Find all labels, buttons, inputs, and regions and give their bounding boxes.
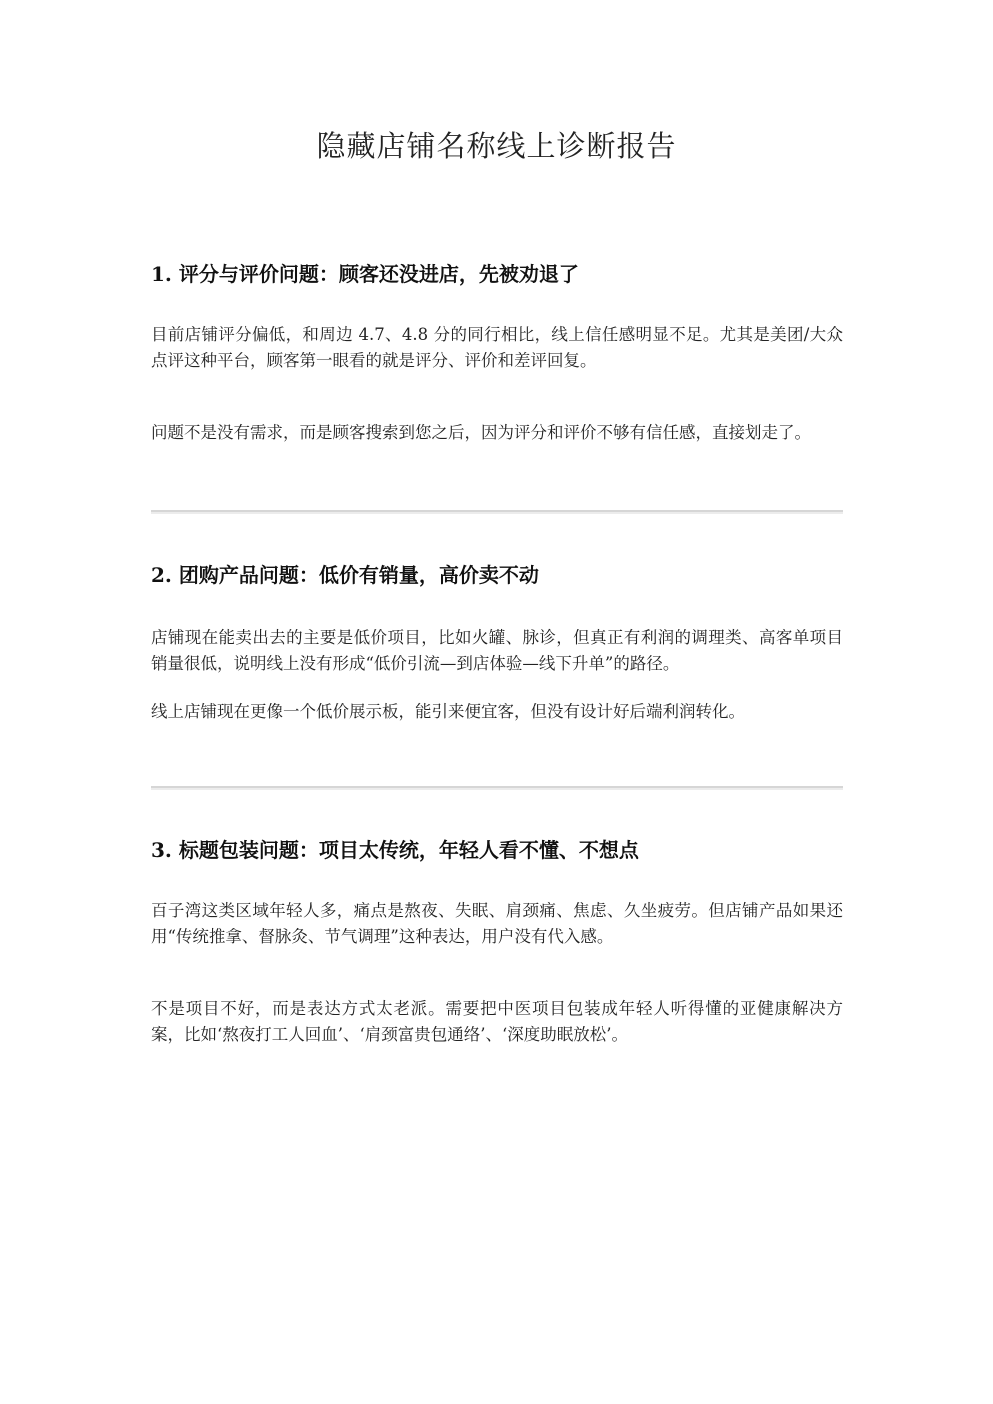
paragraph: 百子湾这类区域年轻人多，痛点是熬夜、失眠、肩颈痛、焦虑、久坐疲劳。但店铺产品如果还用“传统推拿、督脉灸、节气调理”这种表达，用户没有代入感。 xyxy=(151,901,843,946)
paragraph: 问题不是没有需求，而是顾客搜索到您之后，因为评分和评价不够有信任感，直接划走了。 xyxy=(151,423,811,442)
paragraph: 线上店铺现在更像一个低价展示板，能引来便宜客，但没有设计好后端利润转化。 xyxy=(151,702,745,721)
section-heading: 1. 评分与评价问题：顾客还没进店，先被劝退了 xyxy=(151,262,579,286)
section-heading: 3. 标题包装问题：项目太传统，年轻人看不懂、不想点 xyxy=(151,838,639,862)
section-divider xyxy=(151,510,843,514)
section-group-buy-products xyxy=(151,561,843,725)
paragraph: 不是项目不好，而是表达方式太老派。需要把中医项目包装成年轻人听得懂的亚健康解决方案，比如‘熬夜打工人回血’、‘肩颈富贵包通络’、‘深度助眠放松’。 xyxy=(151,999,843,1044)
section-rating-reviews xyxy=(151,260,843,446)
paragraph: 目前店铺评分偏低，和周边 4.7、4.8 分的同行相比，线上信任感明显不足。尤其是美团/大众点评这种平台，顾客第一眼看的就是评分、评价和差评回复。 xyxy=(151,325,843,370)
page-title: 隐藏店铺名称线上诊断报告 xyxy=(316,129,677,163)
section-heading: 2. 团购产品问题：低价有销量，高价卖不动 xyxy=(151,563,539,587)
paragraph: 店铺现在能卖出去的主要是低价项目，比如火罐、脉诊，但真正有利润的调理类、高客单项目销量很低，说明线上没有形成“低价引流—到店体验—线下升单”的路径。 xyxy=(151,628,843,673)
section-title-packaging xyxy=(151,836,843,1048)
section-divider xyxy=(151,786,843,790)
